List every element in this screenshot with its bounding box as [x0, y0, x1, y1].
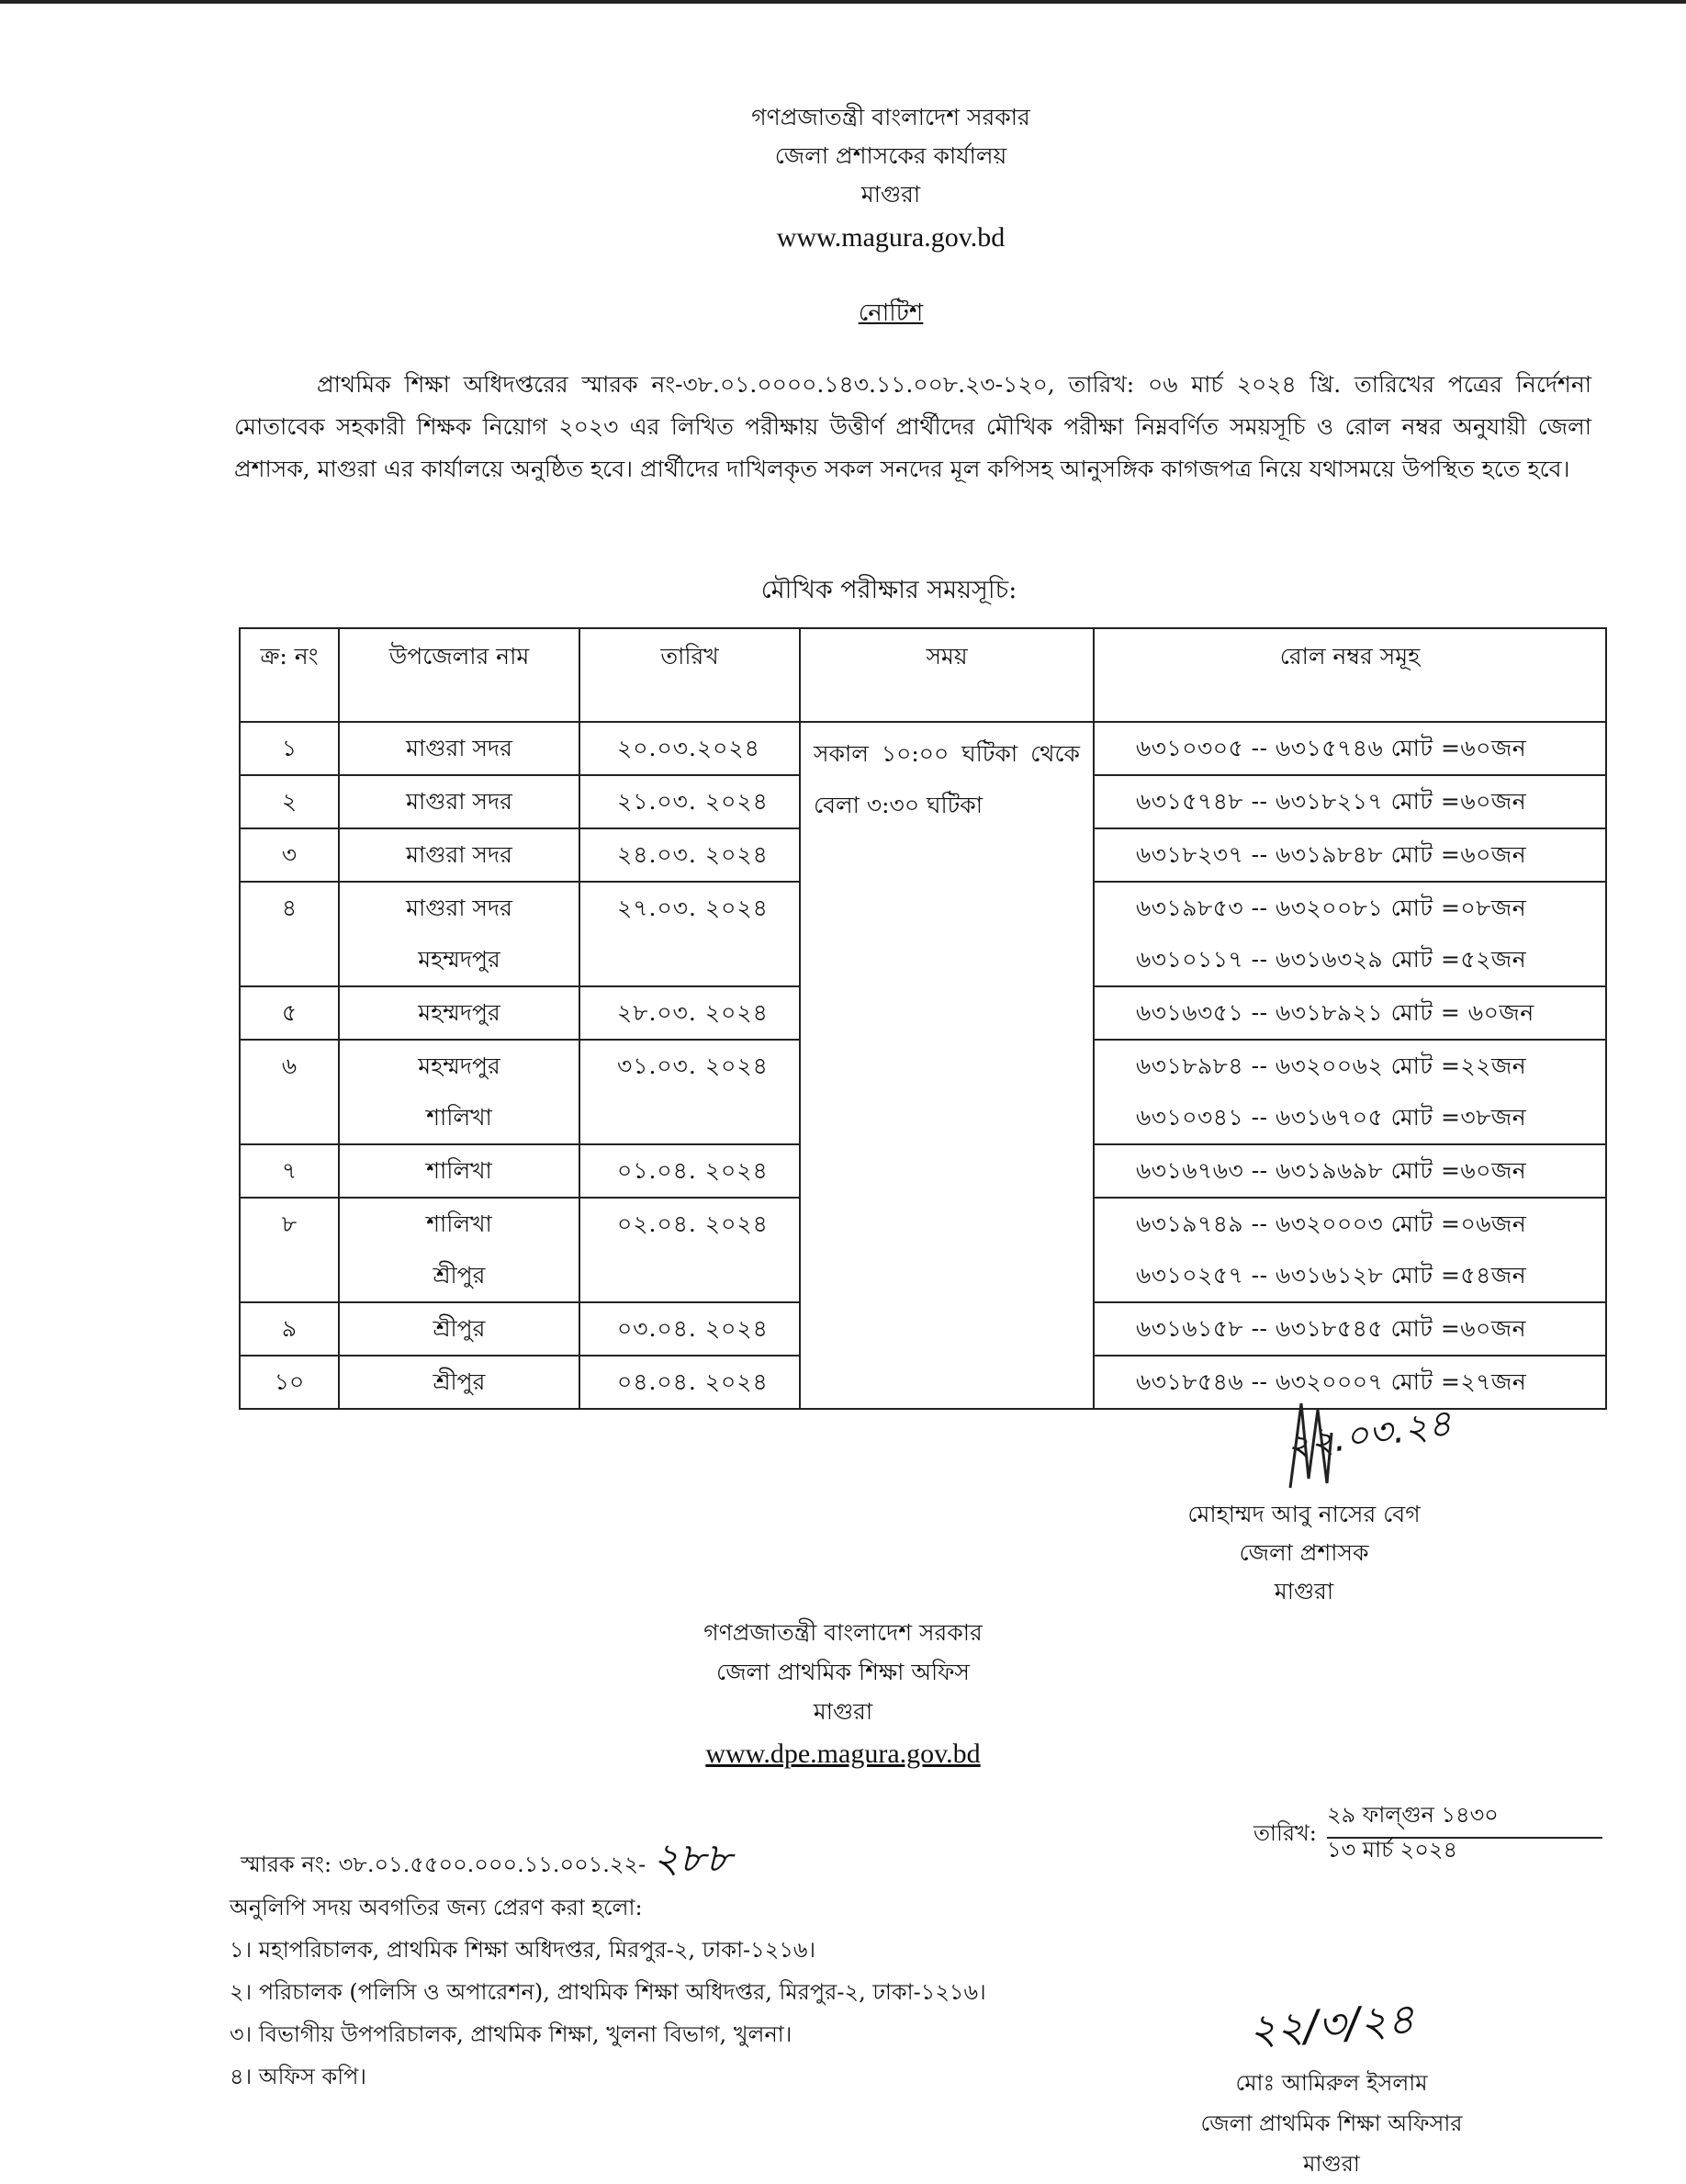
serial-number: ১: [281, 735, 298, 761]
cell-date: [579, 1144, 800, 1198]
roll-range: ৬৩১৮৫৪৬ -- ৬৩২০০০৭ মোট =২৭জন: [1136, 1368, 1527, 1395]
exam-date: ২৭.০৩. ২০২৪: [617, 895, 769, 921]
exam-date: ৩১.০৩. ২০২৪: [617, 1053, 769, 1079]
signatory-2-name: মোঃ আমিরুল ইসলাম: [1235, 2070, 1428, 2096]
schedule-table: [239, 627, 1607, 1410]
roll-range: ৬৩১০৩০৫ -- ৬৩১৫৭৪৬ মোট =৬০জন: [1136, 735, 1527, 761]
header-roll: রোল নম্বর সমূহ: [1094, 628, 1606, 722]
govt-heading: গণপ্রজাতন্ত্রী বাংলাদেশ সরকার: [751, 104, 1030, 130]
exam-date: ২৪.০৩. ২০২৪: [617, 841, 769, 868]
signatory-2-block: [1139, 2063, 1524, 2184]
exam-date: ০৩.০৪. ২০২৪: [617, 1315, 769, 1342]
cell-date: [579, 1040, 800, 1144]
cell-upazila: [339, 882, 579, 986]
cell-date: [579, 882, 800, 986]
serial-number: ২: [281, 788, 298, 815]
exam-date: ০২.০৪. ২০২৪: [617, 1210, 769, 1237]
cell-sl: [240, 775, 339, 828]
upazila-name: মাগুরা সদর: [406, 735, 512, 761]
cell-roll: [1094, 1144, 1606, 1198]
cell-upazila: [339, 1144, 579, 1198]
signatory-2-designation: জেলা প্রাথমিক শিক্ষা অফিসার: [1200, 2111, 1463, 2136]
schedule-body: [240, 722, 1606, 1409]
cell-upazila: [339, 1040, 579, 1144]
date-label: তারিখ:: [1253, 1820, 1317, 1846]
upazila-name: মহম্মদপুর: [418, 999, 500, 1026]
roll-range: ৬৩১৮৯৮৪ -- ৬৩২০০৬২ মোট =২২জন: [1136, 1053, 1527, 1079]
cell-roll: [1094, 1302, 1606, 1356]
office-heading-2: জেলা প্রাথমিক শিক্ষা অফিস: [716, 1659, 970, 1685]
cell-upazila: [339, 1356, 579, 1409]
header-date: তারিখ: [579, 628, 800, 722]
serial-number: ৮: [281, 1210, 298, 1237]
memo-label: স্মারক নং: ৩৮.০১.৫৫০০.০০০.১১.০০১.২২-: [241, 1852, 646, 1877]
cell-sl: [240, 986, 339, 1040]
cell-roll: [1094, 1198, 1606, 1302]
roll-range: ৬৩১০২৫৭ -- ৬৩১৬১২৮ মোট =৫৪জন: [1136, 1262, 1527, 1289]
notice-title: নোটিশ: [858, 299, 924, 327]
roll-range: ৬৩১৬৭৬৩ -- ৬৩১৯৬৯৮ মোট =৬০জন: [1136, 1157, 1527, 1184]
table-row: [240, 722, 1606, 775]
date-bangla: ২৯ ফাল্গুন ১৪৩০: [1327, 1798, 1602, 1839]
copy-item: ৪। অফিস কপি।: [230, 2064, 366, 2089]
signatory-1-place: মাগুরা: [1274, 1578, 1334, 1604]
cell-roll: [1094, 1356, 1606, 1409]
copy-item: ৩। বিভাগীয় উপপরিচালক, প্রাথমিক শিক্ষা, খুলনা বিভাগ, খুলনা।: [230, 2021, 792, 2047]
exam-date: ২৮.০৩. ২০২৪: [617, 999, 769, 1026]
serial-number: ৩: [281, 841, 298, 868]
cell-date: [579, 1198, 800, 1302]
serial-number: ৯: [281, 1315, 298, 1342]
roll-range: ৬৩১৫৭৪৮ -- ৬৩১৮২১৭ মোট =৬০জন: [1136, 788, 1527, 815]
roll-range: ৬৩১০১১৭ -- ৬৩১৬৩২৯ মোট =৫২জন: [1136, 946, 1527, 973]
signature-2-date: ২২/৩/২৪: [1247, 1993, 1416, 2055]
signature-1-mark: [1281, 1396, 1345, 1497]
upazila-name: শ্রীপুর: [433, 1315, 486, 1342]
cell-date: [579, 1356, 800, 1409]
cell-date: [579, 986, 800, 1040]
memo-handwritten-number: ২৮৮: [652, 1835, 732, 1882]
cell-date: [579, 1302, 800, 1356]
district-heading: মাগুরা: [860, 181, 921, 208]
upazila-name: শালিখা: [426, 1157, 492, 1184]
cell-upazila: [339, 1198, 579, 1302]
signature-1-date: ২২.০৩.২৪: [1283, 1402, 1455, 1468]
upazila-name: শ্রীপুর: [433, 1368, 486, 1395]
top-border-line: [0, 0, 1686, 4]
header-time: সময়: [800, 628, 1094, 722]
cell-roll: [1094, 986, 1606, 1040]
copy-intro: অনুলিপি সদয় অবগতির জন্য প্রেরণ করা হলো:: [230, 1895, 643, 1920]
cell-sl: [240, 1198, 339, 1302]
cell-sl: [240, 1302, 339, 1356]
district-heading-2: মাগুরা: [813, 1698, 873, 1725]
website-link[interactable]: www.magura.gov.bd: [776, 222, 1006, 253]
cell-roll: [1094, 722, 1606, 775]
notice-body: [234, 364, 1591, 490]
upazila-name: শালিখা: [426, 1210, 492, 1237]
cell-sl: [240, 1356, 339, 1409]
upazila-name: মাগুরা সদর: [406, 841, 512, 868]
exam-date: ২১.০৩. ২০২৪: [617, 788, 769, 815]
cell-upazila: [339, 1302, 579, 1356]
copy-item: ১। মহাপরিচালক, প্রাথমিক শিক্ষা অধিদপ্তর, মিরপুর-২, ঢাকা-১২১৬।: [230, 1937, 816, 1963]
serial-number: ৭: [281, 1157, 298, 1184]
cell-upazila: [339, 722, 579, 775]
cell-sl: [240, 828, 339, 882]
date-english: ১৩ মার্চ ২০২৪: [1327, 1837, 1458, 1863]
serial-number: ১০: [274, 1368, 305, 1395]
cell-time: [800, 722, 1094, 1409]
exam-time: সকাল ১০:০০ ঘটিকা থেকে বেলা ৩:৩০ ঘটিকা: [814, 740, 1080, 818]
cell-date: [579, 828, 800, 882]
roll-range: ৬৩১৬১৫৮ -- ৬৩১৮৫৪৫ মোট =৬০জন: [1136, 1315, 1527, 1342]
header-upazila: উপজেলার নাম: [339, 628, 579, 722]
upazila-name: মাগুরা সদর: [406, 895, 512, 921]
copy-item: ২। পরিচালক (পলিসি ও অপারেশন), প্রাথমিক শিক্ষা অধিদপ্তর, মিরপুর-২, ঢাকা-১২১৬।: [230, 1979, 986, 2005]
copy-list: [230, 1886, 986, 2098]
cell-sl: [240, 1040, 339, 1144]
cell-sl: [240, 1144, 339, 1198]
cell-roll: [1094, 828, 1606, 882]
schedule-title: মৌখিক পরীক্ষার সময়সূচি:: [760, 576, 1017, 604]
upazila-name: মহম্মদপুর: [418, 946, 500, 973]
roll-range: ৬৩১০৩৪১ -- ৬৩১৬৭০৫ মোট =৩৮জন: [1136, 1104, 1527, 1131]
roll-range: ৬৩১৮২৩৭ -- ৬৩১৯৮৪৮ মোট =৬০জন: [1136, 841, 1527, 868]
signatory-2-place: মাগুরা: [1303, 2151, 1360, 2177]
table-header-row: [240, 628, 1606, 722]
exam-date: ০১.০৪. ২০২৪: [617, 1157, 769, 1184]
serial-number: ৬: [281, 1053, 298, 1079]
memo-number: [241, 1828, 732, 1895]
cell-sl: [240, 882, 339, 986]
website-link-2[interactable]: www.dpe.magura.gov.bd: [705, 1739, 981, 1769]
signatory-1-designation: জেলা প্রশাসক: [1239, 1539, 1369, 1566]
roll-range: ৬৩১৯৮৫৩ -- ৬৩২০০৮১ মোট =০৮জন: [1136, 895, 1527, 921]
roll-range: ৬৩১৯৭৪৯ -- ৬৩২০০০৩ মোট =০৬জন: [1136, 1210, 1527, 1237]
cell-sl: [240, 722, 339, 775]
cell-roll: [1094, 775, 1606, 828]
header-sl: ক্র: নং: [240, 628, 339, 722]
cell-roll: [1094, 882, 1606, 986]
exam-date: ২০.০৩.২০২৪: [617, 735, 760, 761]
cell-date: [579, 722, 800, 775]
govt-heading-2: গণপ্রজাতন্ত্রী বাংলাদেশ সরকার: [703, 1619, 983, 1646]
upazila-name: শ্রীপুর: [433, 1262, 486, 1289]
exam-date: ০৪.০৪. ২০২৪: [617, 1368, 769, 1395]
signatory-1-name: মোহাম্মদ আবু নাসের বেগ: [1187, 1501, 1421, 1527]
notice-paragraph: প্রাথমিক শিক্ষা অধিদপ্তরের স্মারক নং-৩৮.০১.০০০০.১৪৩.১১.০০৮.২৩-১২০, তারিখ: ০৬ মার্চ ২০২৪ খ্রি. তারিখের পত্রের নির্দেশনা মোতাবেক সহকারী শিক্ষক নিয়োগ ২০২৩ এর লিখিত পরীক্ষায় উত্তীর্ণ প্রার্থীদের মৌখিক পরীক্ষা নিম্নবর্ণিত সময়সূচি ও রোল নম্বর অনুযায়ী জেলা প্রশাসক, মাগুরা এর কার্যালয়ে অনুষ্ঠিত হবে। প্রার্থীদের দাখিলকৃত সকল সনদের মূল কপিসহ আনুসঙ্গিক কাগজপত্র নিয়ে যথাসময়ে উপস্থিত হতে হবে।: [234, 371, 1591, 482]
cell-upazila: [339, 775, 579, 828]
signatory-1-block: [1139, 1495, 1469, 1611]
serial-number: ৪: [281, 895, 298, 921]
upazila-name: মাগুরা সদর: [406, 788, 512, 815]
cell-upazila: [339, 986, 579, 1040]
cell-upazila: [339, 828, 579, 882]
office-heading: জেলা প্রশাসকের কার্যালয়: [774, 142, 1007, 169]
upazila-name: মহম্মদপুর: [418, 1053, 500, 1079]
cell-roll: [1094, 1040, 1606, 1144]
serial-number: ৫: [281, 999, 298, 1026]
roll-range: ৬৩১৬৩৫১ -- ৬৩১৮৯২১ মোট = ৬০জন: [1136, 999, 1534, 1026]
cell-date: [579, 775, 800, 828]
upazila-name: শালিখা: [426, 1104, 492, 1131]
